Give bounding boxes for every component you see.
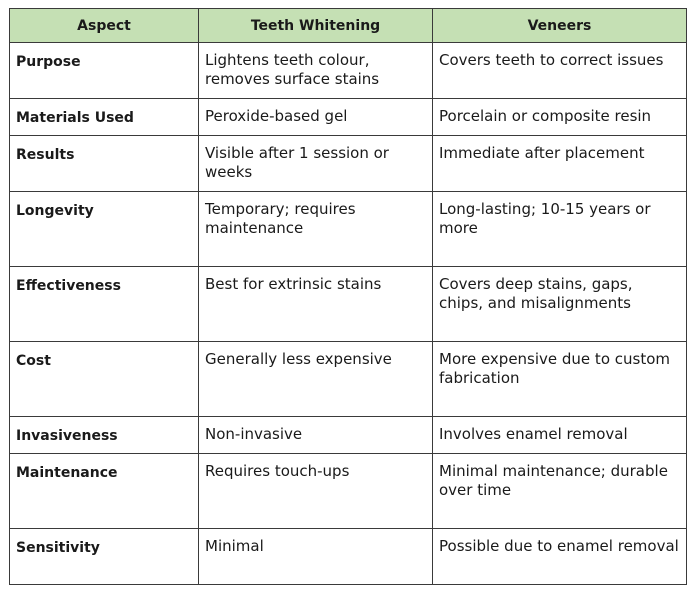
table-row: [10, 43, 687, 99]
veneers-cell: Long-lasting; 10-15 years or more: [433, 192, 687, 267]
aspect-cell: Effectiveness: [10, 267, 199, 342]
whitening-cell: Requires touch-ups: [199, 454, 433, 529]
table-row: [10, 267, 687, 342]
aspect-cell: Materials Used: [10, 99, 199, 136]
table-row: [10, 136, 687, 192]
aspect-cell: Results: [10, 136, 199, 192]
header-veneers: Veneers: [433, 9, 687, 43]
table-body: [10, 43, 687, 585]
aspect-cell: Longevity: [10, 192, 199, 267]
table-row: [10, 99, 687, 136]
comparison-table: [9, 8, 687, 585]
whitening-cell: Non-invasive: [199, 417, 433, 454]
table-row: [10, 342, 687, 417]
veneers-cell: Covers deep stains, gaps, chips, and misalignments: [433, 267, 687, 342]
veneers-cell: Minimal maintenance; durable over time: [433, 454, 687, 529]
table-header: [10, 9, 687, 43]
table-row: [10, 454, 687, 529]
veneers-cell: More expensive due to custom fabrication: [433, 342, 687, 417]
aspect-cell: Purpose: [10, 43, 199, 99]
header-teeth-whitening: Teeth Whitening: [199, 9, 433, 43]
aspect-cell: Invasiveness: [10, 417, 199, 454]
header-aspect: Aspect: [10, 9, 199, 43]
whitening-cell: Generally less expensive: [199, 342, 433, 417]
whitening-cell: Lightens teeth colour, removes surface stains: [199, 43, 433, 99]
whitening-cell: Best for extrinsic stains: [199, 267, 433, 342]
veneers-cell: Porcelain or composite resin: [433, 99, 687, 136]
aspect-cell: Sensitivity: [10, 529, 199, 585]
aspect-cell: Maintenance: [10, 454, 199, 529]
aspect-cell: Cost: [10, 342, 199, 417]
veneers-cell: Possible due to enamel removal: [433, 529, 687, 585]
table-row: [10, 192, 687, 267]
table-row: [10, 417, 687, 454]
header-row: [10, 9, 687, 43]
whitening-cell: Minimal: [199, 529, 433, 585]
veneers-cell: Covers teeth to correct issues: [433, 43, 687, 99]
whitening-cell: Peroxide-based gel: [199, 99, 433, 136]
veneers-cell: Involves enamel removal: [433, 417, 687, 454]
veneers-cell: Immediate after placement: [433, 136, 687, 192]
whitening-cell: Visible after 1 session or weeks: [199, 136, 433, 192]
table-row: [10, 529, 687, 585]
whitening-cell: Temporary; requires maintenance: [199, 192, 433, 267]
